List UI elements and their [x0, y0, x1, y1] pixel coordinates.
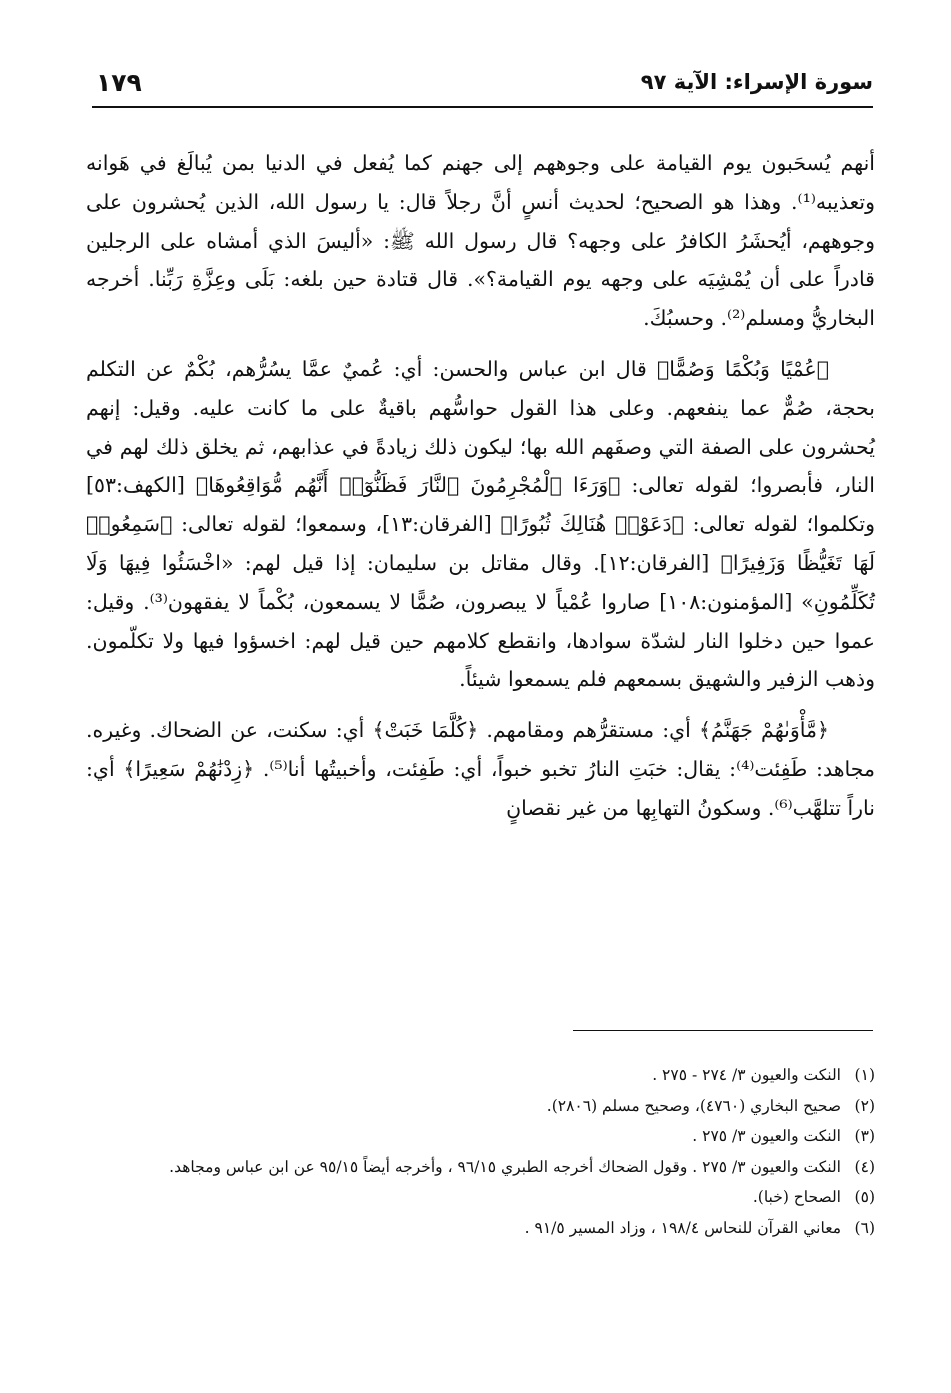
footnote-text: صحيح البخاري (٤٧٦٠)، وصحيح مسلم (٢٨٠٦).	[546, 1096, 841, 1115]
footnote-1	[86, 1060, 875, 1091]
footnote-3	[86, 1121, 875, 1152]
footnote-number: (٥)	[854, 1188, 875, 1206]
footnote-number: (٤)	[854, 1157, 875, 1176]
footnote-number: (١)	[854, 1066, 875, 1084]
footnote-5	[86, 1182, 875, 1213]
footnote-text: الصحاح (خبا).	[752, 1188, 841, 1206]
footnote-text: معاني القرآن للنحاس ١٩٨/٤ ، وزاد المسير ٩١/٥ .	[524, 1218, 841, 1237]
footnote-4	[86, 1152, 875, 1183]
footnote-text: النكت والعيون ٣/ ٢٧٤ - ٢٧٥ .	[652, 1066, 841, 1084]
footnote-text: النكت والعيون ٣/ ٢٧٥ .	[692, 1127, 841, 1145]
main-text	[86, 144, 875, 840]
footnote-separator	[573, 1030, 873, 1031]
page-number: ١٧٩	[96, 68, 142, 97]
footnote-6	[86, 1213, 875, 1244]
paragraph-3: ﴿مَّأْوَىٰهُمْ جَهَنَّمُ﴾ أي: مستقرُّهم ومقامهم. ﴿كُلَّمَا خَبَتْ﴾ أي: سكنت، عن الضحاك. وغيره. مجاهد: طَفِئت⁽⁴⁾: يقال: خبَتِ النارُ تخبو خبواً، أي: طَفِئت، وأخبيتُها أنا⁽⁵⁾. ﴿زِدْنَٰهُمْ سَعِيرًا﴾ أي: ناراً تتلهَّب⁽⁶⁾. وسكونُ التهابِها من غير نقصانٍ	[86, 718, 875, 820]
footnote-2	[86, 1091, 875, 1122]
page-header	[92, 66, 873, 108]
running-title: سورة الإسراء: الآية ٩٧	[640, 70, 873, 94]
footnotes	[86, 1060, 875, 1243]
paragraph-2: ﴿عُمْيًا وَبُكْمًا وَصُمًّا﴾ قال ابن عباس والحسن: أي: عُميٌ عمَّا يسُرُّهم، بُكْمٌ عن التكلم بحجة، صُمٌّ عما ينفعهم. وعلى هذا القول حواسُّهم باقيةٌ على ما كانت عليه. وقيل: إنهم يُحشرون على الصفة التي وصفَهم الله بها؛ ليكون ذلك زيادةً في عذابهم، ثم يخلق ذلك لهم في النار، فأبصروا؛ لقوله تعالى: ﴿وَرَءَا ٱلْمُجْرِمُونَ ٱلنَّارَ فَظَنُّوٓا۟ أَنَّهُم مُّوَاقِعُوهَا﴾ [الكهف:٥٣] وتكلموا؛ لقوله تعالى: ﴿دَعَوْا۟ هُنَالِكَ ثُبُورًا﴾ [الفرقان:١٣]، وسمعوا؛ لقوله تعالى: ﴿سَمِعُوا۟ لَهَا تَغَيُّظًا وَزَفِيرًا﴾ [الفرقان:١٢]. وقال مقاتل بن سليمان: إذا قيل لهم: «اخْسَئُوا فِيهَا وَلَا تُكَلِّمُونِ» [المؤمنون:١٠٨] صاروا عُمْياً لا يبصرون، صُمًّا لا يسمعون، بُكْماً لا يفقهون⁽³⁾. وقيل: عموا حين دخلوا النار لشدّة سوادها، وانقطع كلامهم حين قيل لهم: اخسؤوا فيها ولا تكلّمون. وذهب الزفير والشهيق بسمعهم فلم يسمعوا شيئاً.	[86, 356, 876, 692]
footnote-number: (٢)	[854, 1096, 875, 1115]
paragraph-1: أنهم يُسحَبون يوم القيامة على وجوههم إلى جهنم كما يُفعل في الدنيا بمن يُبالَغ في هَوانه وتعذيبه⁽¹⁾. وهذا هو الصحيح؛ لحديث أنسٍ أنَّ رجلاً قال: يا رسول الله، الذين يُحشرون على وجوههم، أيُحشَرُ الكافرُ على وجهه؟ قال رسول الله ﷺ: «أليسَ الذي أمشاه على الرجلين قادراً على أن يُمْشِيَه على وجهه يوم القيامة؟». قال قتادة حين بلغه: بَلَى وعِزَّةِ رَبِّنا. أخرجه البخاريُّ ومسلم⁽²⁾. وحسبُكَ.	[86, 151, 875, 331]
footnote-number: (٣)	[854, 1127, 875, 1145]
footnote-number: (٦)	[854, 1218, 875, 1237]
footnote-text: النكت والعيون ٣/ ٢٧٥ . وقول الضحاك أخرجه الطبري ٩٦/١٥ ، وأخرجه أيضاً ٩٥/١٥ عن ابن عباس ومجاهد.	[169, 1157, 841, 1176]
